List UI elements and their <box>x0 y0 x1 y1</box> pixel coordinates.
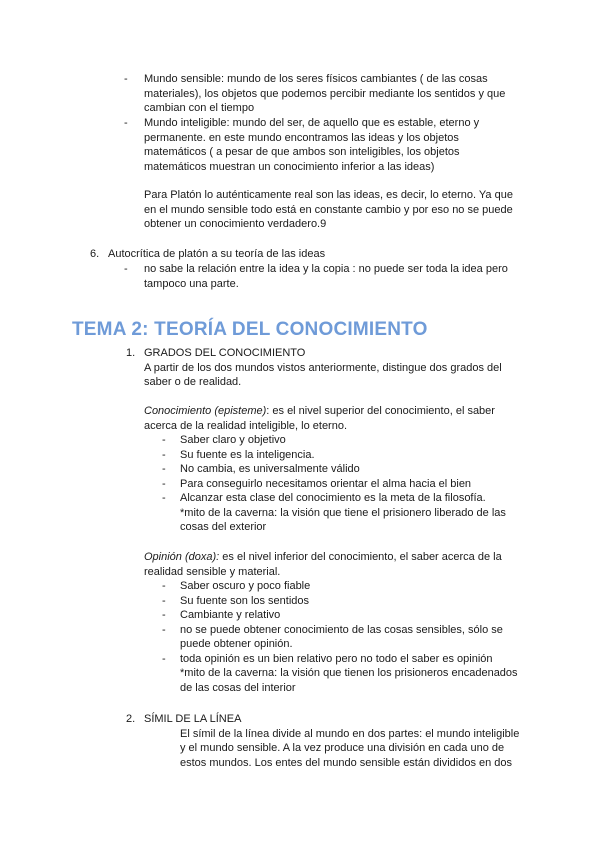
list-item: Saber claro y objetivo <box>180 434 286 446</box>
dash-bullet: - <box>162 492 166 504</box>
subsection-title-grados: GRADOS DEL CONOCIMIENTO <box>144 347 306 359</box>
text-line: permanente. en este mundo encontramos las ideas y los objetos <box>144 131 459 144</box>
text-line: tampoco una parte. <box>144 277 239 290</box>
dash-bullet: - <box>124 263 128 275</box>
dash-bullet: - <box>162 609 166 621</box>
text-line: Para Platón lo auténticamente real son las ideas, es decir, lo eterno. Ya que <box>144 189 513 201</box>
list-item: Su fuente son los sentidos <box>180 594 310 607</box>
text-line: matemáticos muestran un conocimiento inferior a las ideas) <box>144 160 435 173</box>
section-heading: TEMA 2: TEORÍA DEL CONOCIMIENTO <box>72 319 428 340</box>
text-line: El símil de la línea divide al mundo en dos partes: el mundo inteligible <box>180 727 520 740</box>
dash-bullet: - <box>162 623 166 636</box>
list-item: Cambiante y relativo <box>180 609 281 621</box>
dash-bullet: - <box>124 117 128 129</box>
definition: : es el nivel superior del conocimiento, el saber <box>266 405 495 417</box>
text-line: materiales), los objetos que podemos percibir mediante los sentidos y que <box>144 87 506 100</box>
text-line: obtener un conocimiento verdadero.9 <box>144 218 327 230</box>
term-doxa: Opinión (doxa): <box>144 551 220 563</box>
text-line: en el mundo sensible todo está en constante cambio y por eso no se puede <box>144 203 513 216</box>
note-line: *mito de la caverna: la visión que tienen los prisioneros encadenados <box>180 667 518 679</box>
list-item: Saber oscuro y poco fiable <box>180 580 311 592</box>
list-number: 2. <box>126 713 136 725</box>
definition: es el nivel inferior del conocimiento, el saber acerca de la <box>219 551 502 563</box>
dash-bullet: - <box>162 448 166 461</box>
list-item: Su fuente es la inteligencia. <box>180 448 315 461</box>
dash-bullet: - <box>162 477 166 490</box>
dash-bullet: - <box>162 594 166 607</box>
note-line: *mito de la caverna: la visión que tiene el prisionero liberado de las <box>180 506 506 519</box>
list-item: Alcanzar esta clase del conocimiento es la meta de la filosofía. <box>180 492 486 504</box>
text-line: A partir de los dos mundos vistos anteriormente, distingue dos grados del <box>144 361 502 374</box>
text-line <box>144 404 495 419</box>
list-item: Para conseguirlo necesitamos orientar el alma hacia el bien <box>180 477 472 490</box>
text-line: acerca de la realidad inteligible, lo eterno. <box>144 419 348 432</box>
dash-bullet: - <box>124 73 128 85</box>
dash-bullet: - <box>162 463 166 475</box>
text-line: saber o de realidad. <box>144 376 242 388</box>
list-item: No cambia, es universalmente válido <box>180 463 360 475</box>
list-number: 6. <box>90 248 100 260</box>
list-number: 1. <box>126 347 136 359</box>
text-line: estos mundos. Los entes del mundo sensible están divididos en dos <box>180 756 513 769</box>
text-line: no sabe la relación entre la idea y la copia : no puede ser toda la idea pero <box>144 263 508 275</box>
dash-bullet: - <box>162 434 166 446</box>
list-item: toda opinión es un bien relativo pero no todo el saber es opinión <box>180 652 493 665</box>
dash-bullet: - <box>162 580 166 592</box>
subsection-title-simil: SÍMIL DE LA LÍNEA <box>144 713 242 725</box>
dash-bullet: - <box>162 652 166 665</box>
text-line: matemáticos ( a pesar de que ambos son inteligibles, los objetos <box>144 146 460 158</box>
text-line: realidad sensible y material. <box>144 565 281 578</box>
text-line: y el mundo sensible. A la vez produce una división en cada uno de <box>180 742 505 754</box>
text-line: Mundo sensible: mundo de los seres físicos cambiantes ( de las cosas <box>144 73 488 85</box>
text-line: cambian con el tiempo <box>144 102 255 114</box>
item-title-autocritica: Autocrítica de platón a su teoría de las ideas <box>108 248 326 260</box>
note-line: de las cosas del interior <box>180 681 296 694</box>
list-item: no se puede obtener conocimiento de las cosas sensibles, sólo se <box>180 623 503 636</box>
text-line: Mundo inteligible: mundo del ser, de aquello que es estable, eterno y <box>144 117 480 129</box>
term-episteme: Conocimiento (episteme) <box>144 405 267 417</box>
note-line: cosas del exterior <box>180 521 267 533</box>
text-line <box>144 550 502 565</box>
list-item: puede obtener opinión. <box>180 638 293 650</box>
